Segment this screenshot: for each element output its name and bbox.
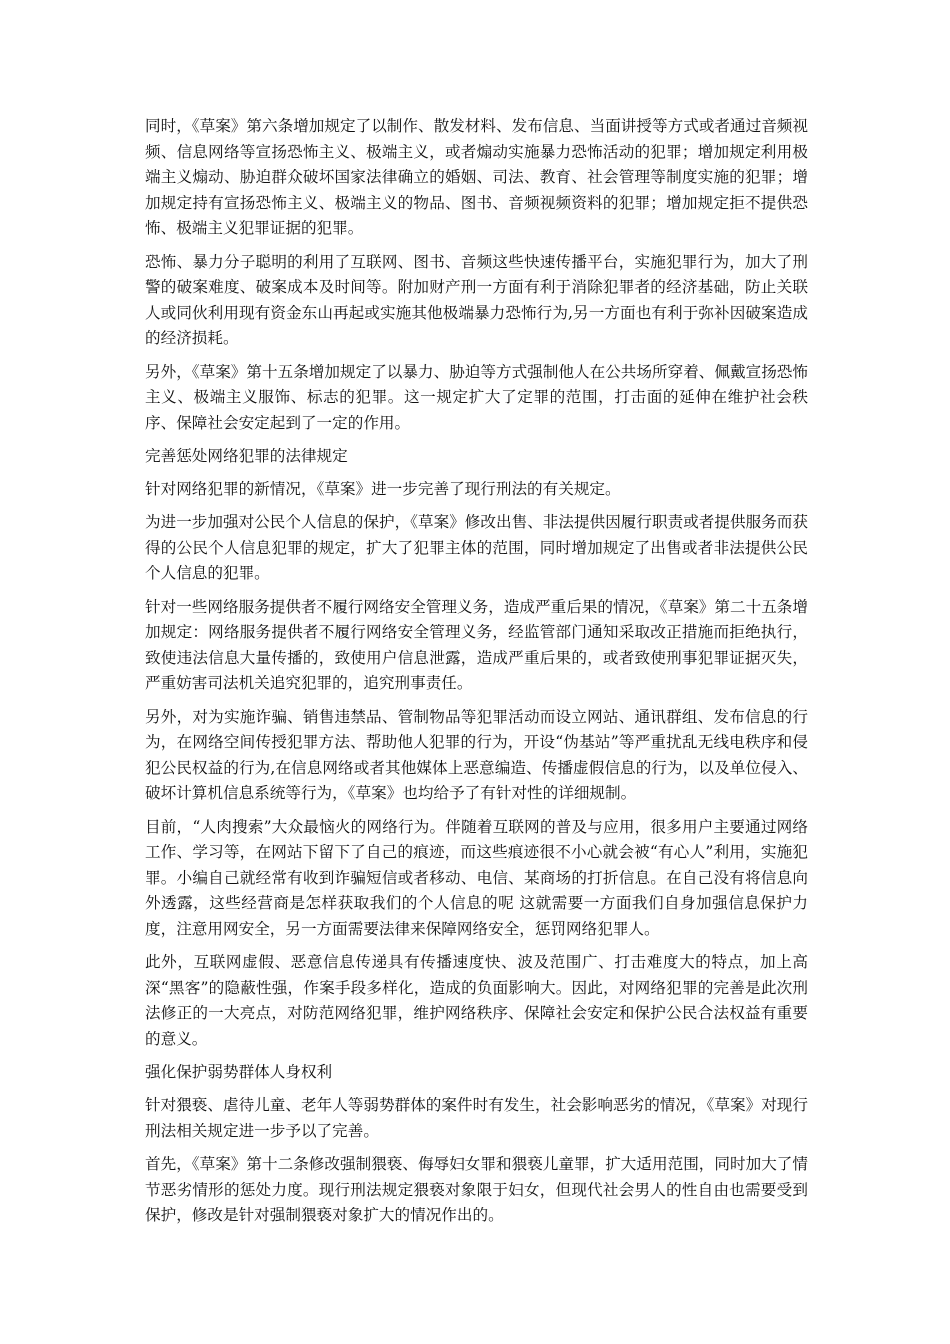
paragraph-7: 另外，对为实施诈骗、销售违禁品、管制物品等犯罪活动而设立网站、通讯群组、发布信息的行为，在网络空间传授犯罪方法、帮助他人犯罪的行为，开设“伪基站”等严重扰乱无线电秩序和侵犯公民权益的行为,在信息网络或者其他媒体上恶意编造、传播虚假信息的行为，以及单位侵入、破坏计算机信息系统等行为，《草案》也均给予了有针对性的详细规制。 xyxy=(145,707,808,803)
paragraph-6: 针对一些网络服务提供者不履行网络安全管理义务，造成严重后果的情况，《草案》第二十五条增加规定：网络服务提供者不履行网络安全管理义务，经监管部门通知采取改正措施而拒绝执行，致使违法信息大量传播的，致使用户信息泄露，造成严重后果的，或者致使刑事犯罪证据灭失，严重妨害司法机关追究犯罪的，追究刑事责任。 xyxy=(145,597,808,693)
document-page xyxy=(145,114,808,1236)
paragraph-11: 首先，《草案》第十二条修改强制猥亵、侮辱妇女罪和猥亵儿童罪，扩大适用范围，同时加大了情节恶劣情形的惩处力度。现行刑法规定猥亵对象限于妇女，但现代社会男人的性自由也需要受到保护，修改是针对强制猥亵对象扩大的情况作出的。 xyxy=(145,1155,808,1225)
paragraph-1: 同时，《草案》第六条增加规定了以制作、散发材料、发布信息、当面讲授等方式或者通过音频视频、信息网络等宣扬恐怖主义、极端主义，或者煽动实施暴力恐怖活动的犯罪；增加规定利用极端主义煽动、胁迫群众破坏国家法律确立的婚姻、司法、教育、社会管理等制度实施的犯罪；增加规定持有宣扬恐怖主义、极端主义的物品、图书、音频视频资料的犯罪；增加规定拒不提供恐怖、极端主义犯罪证据的犯罪。 xyxy=(145,117,808,238)
paragraph-2: 恐怖、暴力分子聪明的利用了互联网、图书、音频这些快速传播平台，实施犯罪行为，加大了刑警的破案难度、破案成本及时间等。附加财产刑一方面有利于消除犯罪者的经济基础，防止关联人或同伙利用现有资金东山再起或实施其他极端暴力恐怖行为,另一方面也有利于弥补因破案造成的经济损耗。 xyxy=(145,252,808,348)
paragraph-8: 目前，“人肉搜索”大众最恼火的网络行为。伴随着互联网的普及与应用，很多用户主要通过网络工作、学习等，在网站下留下了自己的痕迹，而这些痕迹很不小心就会被“有心人”利用，实施犯罪。小编自己就经常有收到诈骗短信或者移动、电信、某商场的打折信息。在自己没有将信息向外透露，这些经营商是怎样获取我们的个人信息的呢 这就需要一方面我们自身加强信息保护力度，注意用网安全，另一方面需要法律来保障网络安全，惩罚网络犯罪人。 xyxy=(145,817,808,938)
paragraph-9: 此外，互联网虚假、恶意信息传递具有传播速度快、波及范围广、打击难度大的特点，加上高深“黑客”的隐蔽性强，作案手段多样化，造成的负面影响大。因此，对网络犯罪的完善是此次刑法修正的一大亮点，对防范网络犯罪，维护网络秩序、保障社会安定和保护公民合法权益有重要的意义。 xyxy=(145,953,808,1048)
paragraph-4: 针对网络犯罪的新情况，《草案》进一步完善了现行刑法的有关规定。 xyxy=(145,480,621,499)
paragraph-10: 针对猥亵、虐待儿童、老年人等弱势群体的案件时有发生，社会影响恶劣的情况，《草案》对现行刑法相关规定进一步予以了完善。 xyxy=(145,1096,808,1140)
paragraph-3: 另外，《草案》第十五条增加规定了以暴力、胁迫等方式强制他人在公共场所穿着、佩戴宣扬恐怖主义、极端主义服饰、标志的犯罪。这一规定扩大了定罪的范围，打击面的延伸在维护社会秩序、保障社会安定起到了一定的作用。 xyxy=(145,362,808,432)
section-heading-network-crime: 完善惩处网络犯罪的法律规定 xyxy=(145,446,348,465)
section-heading-vulnerable-groups: 强化保护弱势群体人身权利 xyxy=(145,1063,333,1082)
paragraph-5: 为进一步加强对公民个人信息的保护，《草案》修改出售、非法提供因履行职责或者提供服务而获得的公民个人信息犯罪的规定，扩大了犯罪主体的范围，同时增加规定了出售或者非法提供公民个人信息的犯罪。 xyxy=(145,513,808,583)
